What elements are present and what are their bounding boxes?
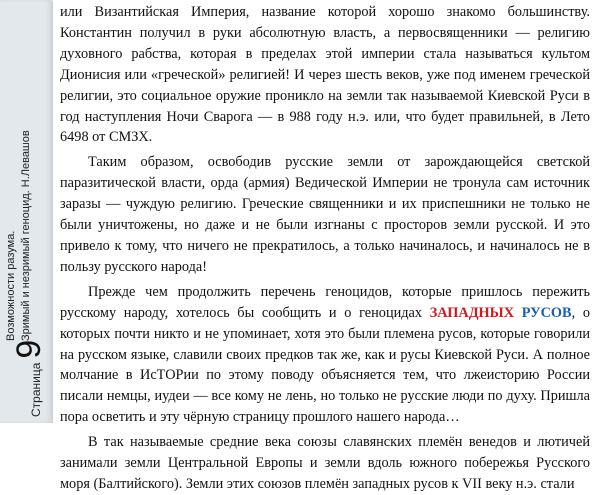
highlight-rus: РУСОВ [521,304,572,321]
page-body [60,2,590,495]
page-number: 9 [10,339,48,359]
paragraph-3 [60,282,590,428]
paragraph-3-end: , о которых почти никто и не упоминает, хотя это были племена русов, которые говорили на русском языке, славили своих предков так же, как и русы Киевской Руси. А полное молчание в ИсТОРии по этому поводу объясняется тем, что лжеисторию России писали немцы, иудеи — все кому не лень, но только не русские люди по духу. Пришла пора осветить и эту чёрную страницу прошлого нашего народа… [60,304,591,426]
paragraph-4: В так называемые средние века союзы славянских племён венедов и лютичей занимали земли Центральной Европы и земли вдоль южного побережья Русского моря (Балтийского). Земли этих союзов племён западных русов к VII веку н.э. стали [60,434,590,492]
page-number-label [10,339,48,417]
page-sidebar [0,0,53,423]
paragraph-2: Таким образом, освободив русские земли от зарождающейся светской паразитической власти, орда (армия) Ведической Империи не тронула сам источник заразы — чуждую религию. Греческие священники и их приспешники не только не были уничтожены, но даже и не были изгнаны с просторов земли русской. И это привело к тому, что ничего не прекратилось, а только начиналось, и начиналось не в пользу русского народа! [60,154,590,275]
book-subtitle: Зримый и незримый геноцид. Н.Левашов [20,130,32,341]
paragraph-1: или Византийская Империя, название которой хорошо знакомо большинству. Константин получил в руки абсолютную власть, а первосвященники — религию духовного рабства, которая в пределах этой империи стала называться культом Дионисия или «греческой» религией! И через шесть веков, уже под именем греческой религии, это социальное оружие проникло на земли так называемой Киевской Руси в год наступления Ночи Сварога — в 988 году н.э. или, что будет правильней, в Лето 6498 от СМЗХ. [60,4,590,146]
book-title: Возможности разума. [5,230,17,341]
paragraph-3-start: Прежде чем продолжить перечень геноцидов, которые пришлось пережить русскому народу, хотелось бы сообщить и о геноцидах [60,283,590,321]
highlight-western: ЗАПАДНЫХ [429,304,515,321]
highlight-space [514,305,522,321]
page-word: Страница [29,362,43,417]
